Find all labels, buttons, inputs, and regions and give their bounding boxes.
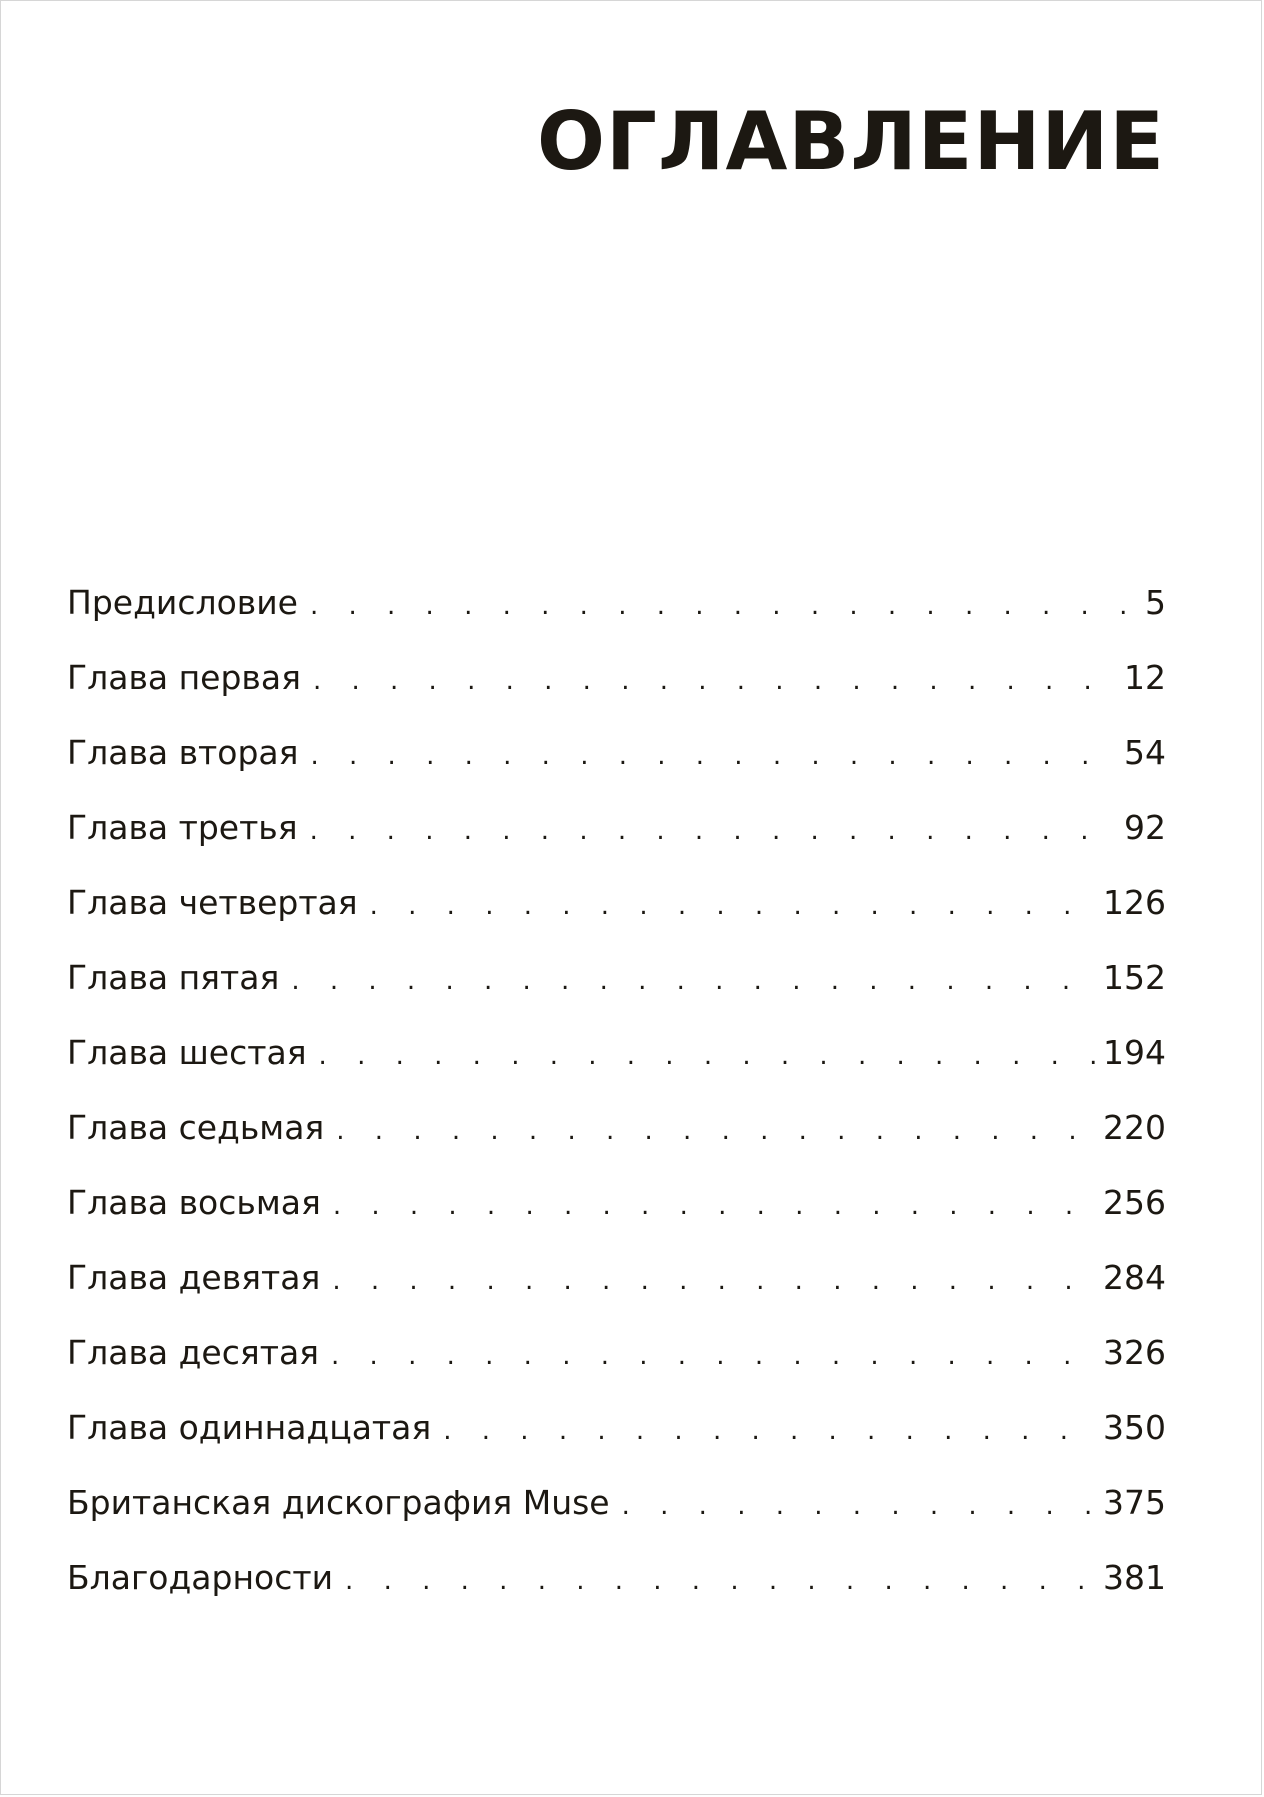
toc-entry[interactable] xyxy=(67,643,1166,718)
toc-entry-label: Глава седьмая xyxy=(67,1108,325,1147)
toc-page-number: 194 xyxy=(1103,1033,1166,1072)
toc-entry-label: Глава девятая xyxy=(67,1258,321,1297)
dot-leader xyxy=(291,946,1099,1016)
dot-leader xyxy=(319,1021,1099,1091)
toc-entry-label: Глава шестая xyxy=(67,1033,307,1072)
toc-page-number: 126 xyxy=(1103,883,1166,922)
dot-leader xyxy=(313,646,1120,716)
toc-entry[interactable] xyxy=(67,943,1166,1018)
dot-leader xyxy=(332,1246,1099,1316)
toc-page-number: 381 xyxy=(1103,1558,1166,1597)
table-of-contents xyxy=(67,568,1166,1618)
toc-entry[interactable] xyxy=(67,1543,1166,1618)
toc-page-number: 284 xyxy=(1103,1258,1166,1297)
toc-entry-label: Глава десятая xyxy=(67,1333,320,1372)
toc-entry[interactable] xyxy=(67,718,1166,793)
dot-leader xyxy=(345,1546,1099,1616)
toc-entry-label: Глава одиннадцатая xyxy=(67,1408,432,1447)
toc-page-number: 5 xyxy=(1145,583,1166,622)
toc-entry[interactable] xyxy=(67,1318,1166,1393)
dot-leader xyxy=(336,1096,1099,1166)
toc-page-number: 220 xyxy=(1103,1108,1166,1147)
toc-page-number: 12 xyxy=(1124,658,1166,697)
toc-entry[interactable] xyxy=(67,1243,1166,1318)
toc-entry[interactable] xyxy=(67,1393,1166,1468)
toc-entry-label: Глава восьмая xyxy=(67,1183,321,1222)
dot-leader xyxy=(333,1171,1099,1241)
toc-entry[interactable] xyxy=(67,1468,1166,1543)
dot-leader xyxy=(370,871,1099,941)
toc-entry-label: Глава четвертая xyxy=(67,883,358,922)
toc-page-number: 326 xyxy=(1103,1333,1166,1372)
toc-entry[interactable] xyxy=(67,868,1166,943)
toc-entry[interactable] xyxy=(67,1093,1166,1168)
toc-entry[interactable] xyxy=(67,1168,1166,1243)
toc-entry-label: Предисловие xyxy=(67,583,298,622)
toc-page-number: 54 xyxy=(1124,733,1166,772)
toc-page-number: 256 xyxy=(1103,1183,1166,1222)
toc-entry-label: Британская дискография Muse xyxy=(67,1483,610,1522)
toc-entry-label: Глава пятая xyxy=(67,958,280,997)
toc-entry[interactable] xyxy=(67,1018,1166,1093)
dot-leader xyxy=(622,1471,1099,1541)
toc-page-number: 350 xyxy=(1103,1408,1166,1447)
dot-leader xyxy=(443,1396,1099,1466)
toc-page-number: 375 xyxy=(1103,1483,1166,1522)
dot-leader xyxy=(310,571,1141,641)
toc-entry[interactable] xyxy=(67,793,1166,868)
dot-leader xyxy=(310,796,1120,866)
page-title: ОГЛАВЛЕНИЕ xyxy=(537,95,1165,188)
toc-entry-label: Глава вторая xyxy=(67,733,299,772)
toc-entry[interactable] xyxy=(67,568,1166,643)
toc-entry-label: Глава третья xyxy=(67,808,298,847)
dot-leader xyxy=(331,1321,1099,1391)
toc-page-number: 152 xyxy=(1103,958,1166,997)
toc-entry-label: Благодарности xyxy=(67,1558,334,1597)
dot-leader xyxy=(310,721,1120,791)
toc-page-number: 92 xyxy=(1124,808,1166,847)
toc-entry-label: Глава первая xyxy=(67,658,301,697)
